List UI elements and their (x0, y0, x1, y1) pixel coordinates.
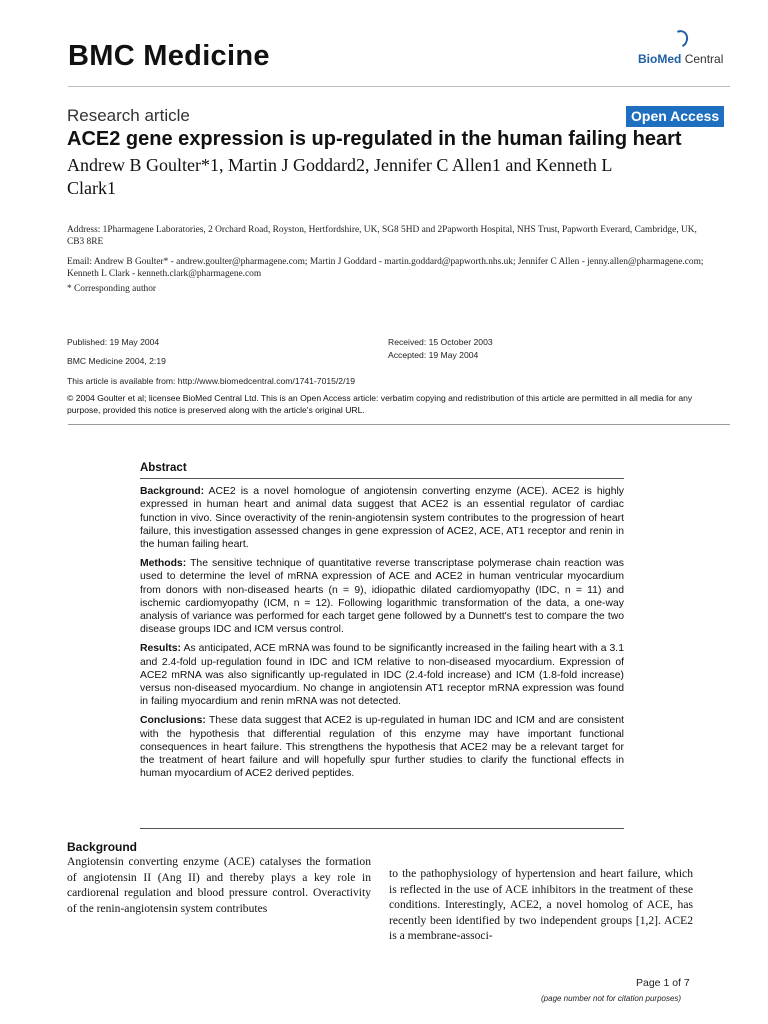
abstract-section (140, 714, 624, 780)
abstract-section-text: As anticipated, ACE mRNA was found to be significantly increased in the failing heart with a 3.1 and 2.4-fold up-regulation found in IDC and ICM relative to non-diseased myocardium. Expression of ACE2 mRNA was also significantly up-regulated in IDC (2.4-fold increase) and ICM (1.8-fold increase) versus non-diseased myocardium. No change in angiotensin AT1 receptor mRNA expression was found in failing myocardium and renin mRNA was not detected. (140, 643, 624, 708)
logo-med: Med (657, 52, 682, 66)
abstract-box (140, 462, 624, 780)
corresponding-note: * Corresponding author (67, 284, 157, 294)
citation: BMC Medicine 2004, 2:19 (67, 356, 166, 366)
biomed-central-logo (638, 30, 728, 70)
abstract-section-label: Background: (140, 486, 205, 498)
logo-arc-icon (669, 28, 690, 50)
page-number-note: (page number not for citation purposes) (541, 994, 682, 1003)
copyright-notice: © 2004 Goulter et al; licensee BioMed Central Ltd. This is an Open Access article: verbatim copying and redistribution of this article are permitted in all media for any purpose, provided this notice is preserved along with the article's original URL. (67, 393, 693, 415)
author-emails: Email: Andrew B Goulter* - andrew.goulter@pharmagene.com; Martin J Goddard - martin.goddard@papworth.nhs.uk; Jennifer C Allen - jenny.allen@pharmagene.com; Kenneth L Clark - kenneth.clark@pharmagene.com (67, 257, 704, 279)
meta-divider (68, 424, 730, 425)
abstract-section-label: Methods: (140, 558, 187, 570)
abstract-section-label: Conclusions: (140, 715, 206, 727)
abstract-section-text: These data suggest that ACE2 is up-regulated in human IDC and ICM and are consistent with the hypothesis that differential regulation of this enzyme may have important functional consequences in heart failure. This strengthens the hypothesis that ACE2 may be a relevant target for the treatment of heart failure and will hopefully spur further studies to clarify the functional effects in human myocardium of ACE2 derived peptides. (140, 715, 624, 780)
abstract-section (140, 642, 624, 708)
section-heading-background: Background (67, 840, 138, 854)
accepted-date: Accepted: 19 May 2004 (388, 350, 479, 360)
article-authors: Andrew B Goulter*1, Martin J Goddard2, Jennifer C Allen1 and Kenneth L Clark1 (67, 155, 612, 198)
abstract-bottom-rule (140, 828, 624, 829)
article-url[interactable]: This article is available from: http://www.biomedcentral.com/1741-7015/2/19 (67, 376, 356, 386)
abstract-section-text: The sensitive technique of quantitative reverse transcriptase polymerase chain reaction was used to determine the level of mRNA expression of ACE and ACE2 in human ventricular myocardium from donors with non-diseased hearts (n = 9), idiopathic dilated cardiomyopathy (IDC, n = 11) and ischemic cardiomyopathy (ICM, n = 12). Following logarithmic transformation of the data, a one-way analysis of variance was performed for each target gene followed by a Dunnett's test to compare the two disease groups IDC and ICM versus control. (140, 558, 624, 636)
open-access-badge: Open Access (626, 106, 724, 127)
body-column-left: Angiotensin converting enzyme (ACE) catalyses the formation of angiotensin II (Ang II) and thereby plays a key role in cardiorenal regulation and blood pressure control. Overactivity of the renin-angiotensin system contributes (67, 855, 371, 915)
abstract-section (140, 557, 624, 636)
author-address: Address: 1Pharmagene Laboratories, 2 Orchard Road, Royston, Hertfordshire, UK, SG8 5HD and 2Papworth Hospital, NHS Trust, Papworth Everard, Cambridge, UK, CB3 8RE (67, 225, 697, 247)
logo-bio: Bio (638, 52, 658, 66)
body-column-right: to the pathophysiology of hypertension and heart failure, which is reflected in the use of ACE inhibitors in the treatment of these conditions. Interestingly, ACE2, a novel homolog of ACE, has recently been identified by two independent groups [1,2]. ACE2 is a membrane-associ- (389, 867, 693, 942)
article-title: ACE2 gene expression is up-regulated in the human failing heart (67, 128, 682, 150)
header-divider (68, 86, 730, 87)
journal-title: BMC Medicine (68, 40, 270, 72)
article-type: Research article (67, 106, 190, 125)
abstract-section-label: Results: (140, 643, 181, 655)
published-date: Published: 19 May 2004 (67, 337, 160, 347)
page-number: Page 1 of 7 (636, 977, 690, 989)
abstract-section-text: ACE2 is a novel homologue of angiotensin converting enzyme (ACE). ACE2 is highly expressed in human heart and animal data suggest that ACE2 is an essential regulator of cardiac function in vivo. Since overactivity of the renin-angiotensin system contributes to the progression of heart failure, this investigation assessed changes in gene expression of ACE2, ACE, AT1 receptor and renin in the human failing heart. (140, 486, 624, 551)
received-date: Received: 15 October 2003 (388, 337, 493, 347)
logo-central: Central (684, 52, 724, 66)
abstract-top-rule (140, 478, 624, 479)
abstract-heading: Abstract (140, 462, 187, 474)
abstract-section (140, 485, 624, 551)
